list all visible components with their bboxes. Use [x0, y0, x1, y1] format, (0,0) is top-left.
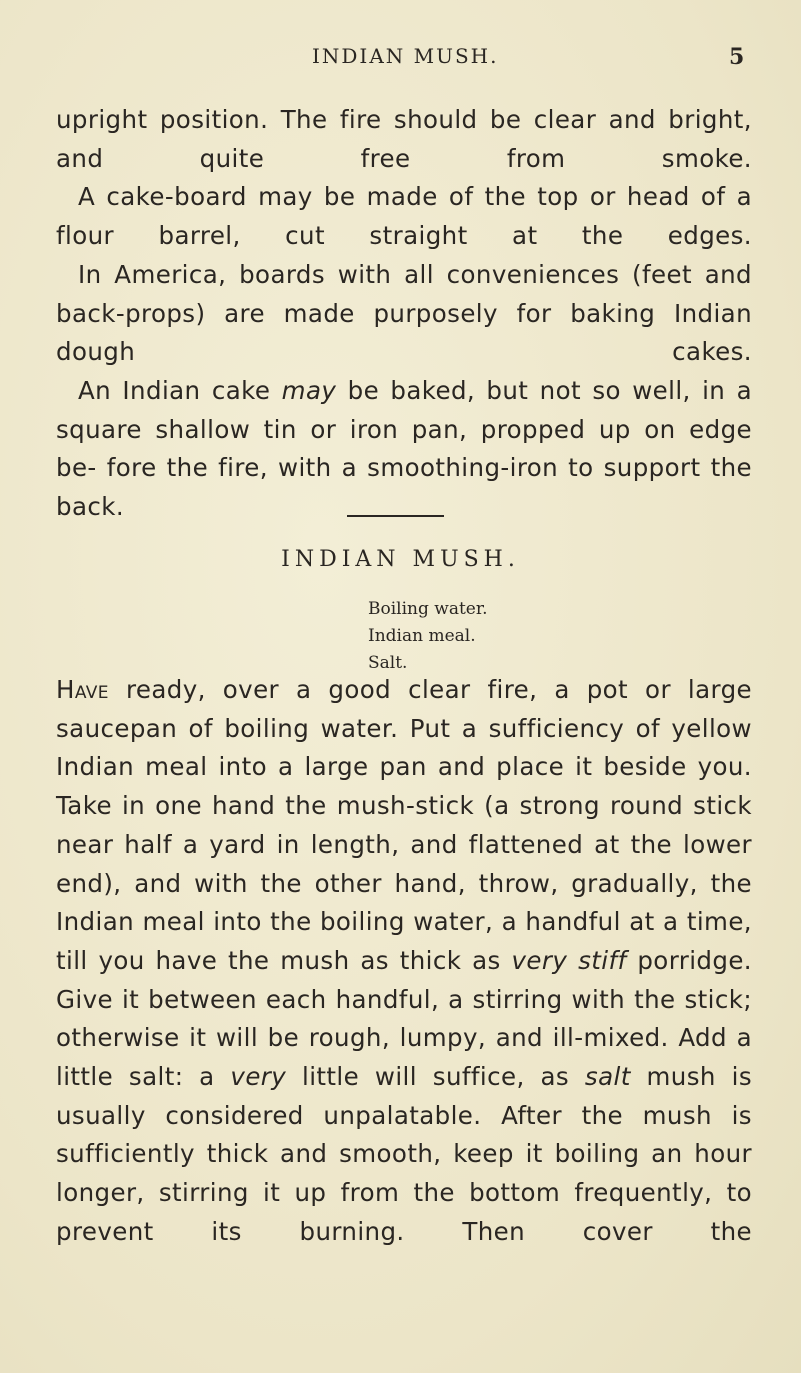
text-line: as salt mush is usually considered unpalatable. After [56, 1062, 752, 1130]
text-line: back-props) are made purposely for baking Indian [56, 298, 752, 328]
ingredient-item: Indian meal. [368, 626, 476, 646]
text-line: frequently, to prevent its burning. Then cover the [56, 1178, 752, 1246]
text-line: flour barrel, cut straight at the edges. [56, 221, 752, 251]
text-line: fore the fire, with a smoothing-iron to support the back. [56, 453, 752, 522]
text-line: stick near half a yard in length, and flattened at the [56, 791, 752, 859]
text-line: saucepan of boiling water. Put a sufficiency of yellow [56, 713, 752, 743]
paragraph [56, 372, 752, 527]
ingredient-item: Salt. [368, 653, 408, 673]
text-line: lower end), and with the other hand, throw, gradually, [56, 829, 752, 898]
text-line: ready, over a good clear fire, a pot or large [125, 675, 752, 704]
text-line: the Indian meal into the boiling water, a handful at a [56, 868, 752, 937]
text-line: time, till you have the mush as thick as very stiff [56, 907, 752, 975]
paragraph [56, 178, 752, 255]
text-line: square shallow tin or iron pan, propped up on edge be- [56, 414, 752, 483]
text-line: upright position. The fire should be clear and bright, [56, 105, 752, 134]
top-text-block [56, 101, 752, 527]
ingredient-item: Boiling water. [368, 599, 488, 619]
lead-word: Have [56, 675, 109, 704]
section-divider [347, 515, 444, 517]
text-line: dough cakes. [56, 337, 752, 367]
text-line: boiling an hour longer, stirring it up from the bottom [56, 1139, 752, 1208]
text-line: In America, boards with all conveniences (feet and [78, 259, 752, 289]
paragraph [56, 256, 752, 372]
running-head [0, 44, 801, 74]
ingredient-list [368, 596, 488, 677]
recipe-instructions [56, 671, 752, 1252]
paragraph [56, 101, 752, 178]
recipe-title: INDIAN MUSH. [281, 547, 520, 572]
page-number: 5 [729, 44, 745, 70]
text-line: Take in one hand the mush-stick (a strong round [56, 791, 684, 821]
text-line: Indian meal into a large pan and place it beside you. [56, 752, 752, 782]
text-line: An Indian cake may be baked, but not so well, in a [78, 375, 752, 405]
text-line: porridge. Give it between each handful, a stirring [56, 945, 752, 1014]
text-line: and quite free from smoke. [56, 143, 752, 173]
text-line: the mush is sufficiently thick and smooth, keep it [56, 1100, 752, 1169]
text-line: A cake-board may be made of the top or head of a [78, 182, 752, 212]
running-head-title: INDIAN MUSH. [312, 44, 499, 68]
paragraph [56, 671, 752, 1252]
text-line: ill-mixed. Add a little salt: a very little will suffice, [56, 1023, 752, 1092]
text-line: with the stick; otherwise it will be rough, lumpy, and [56, 984, 752, 1053]
